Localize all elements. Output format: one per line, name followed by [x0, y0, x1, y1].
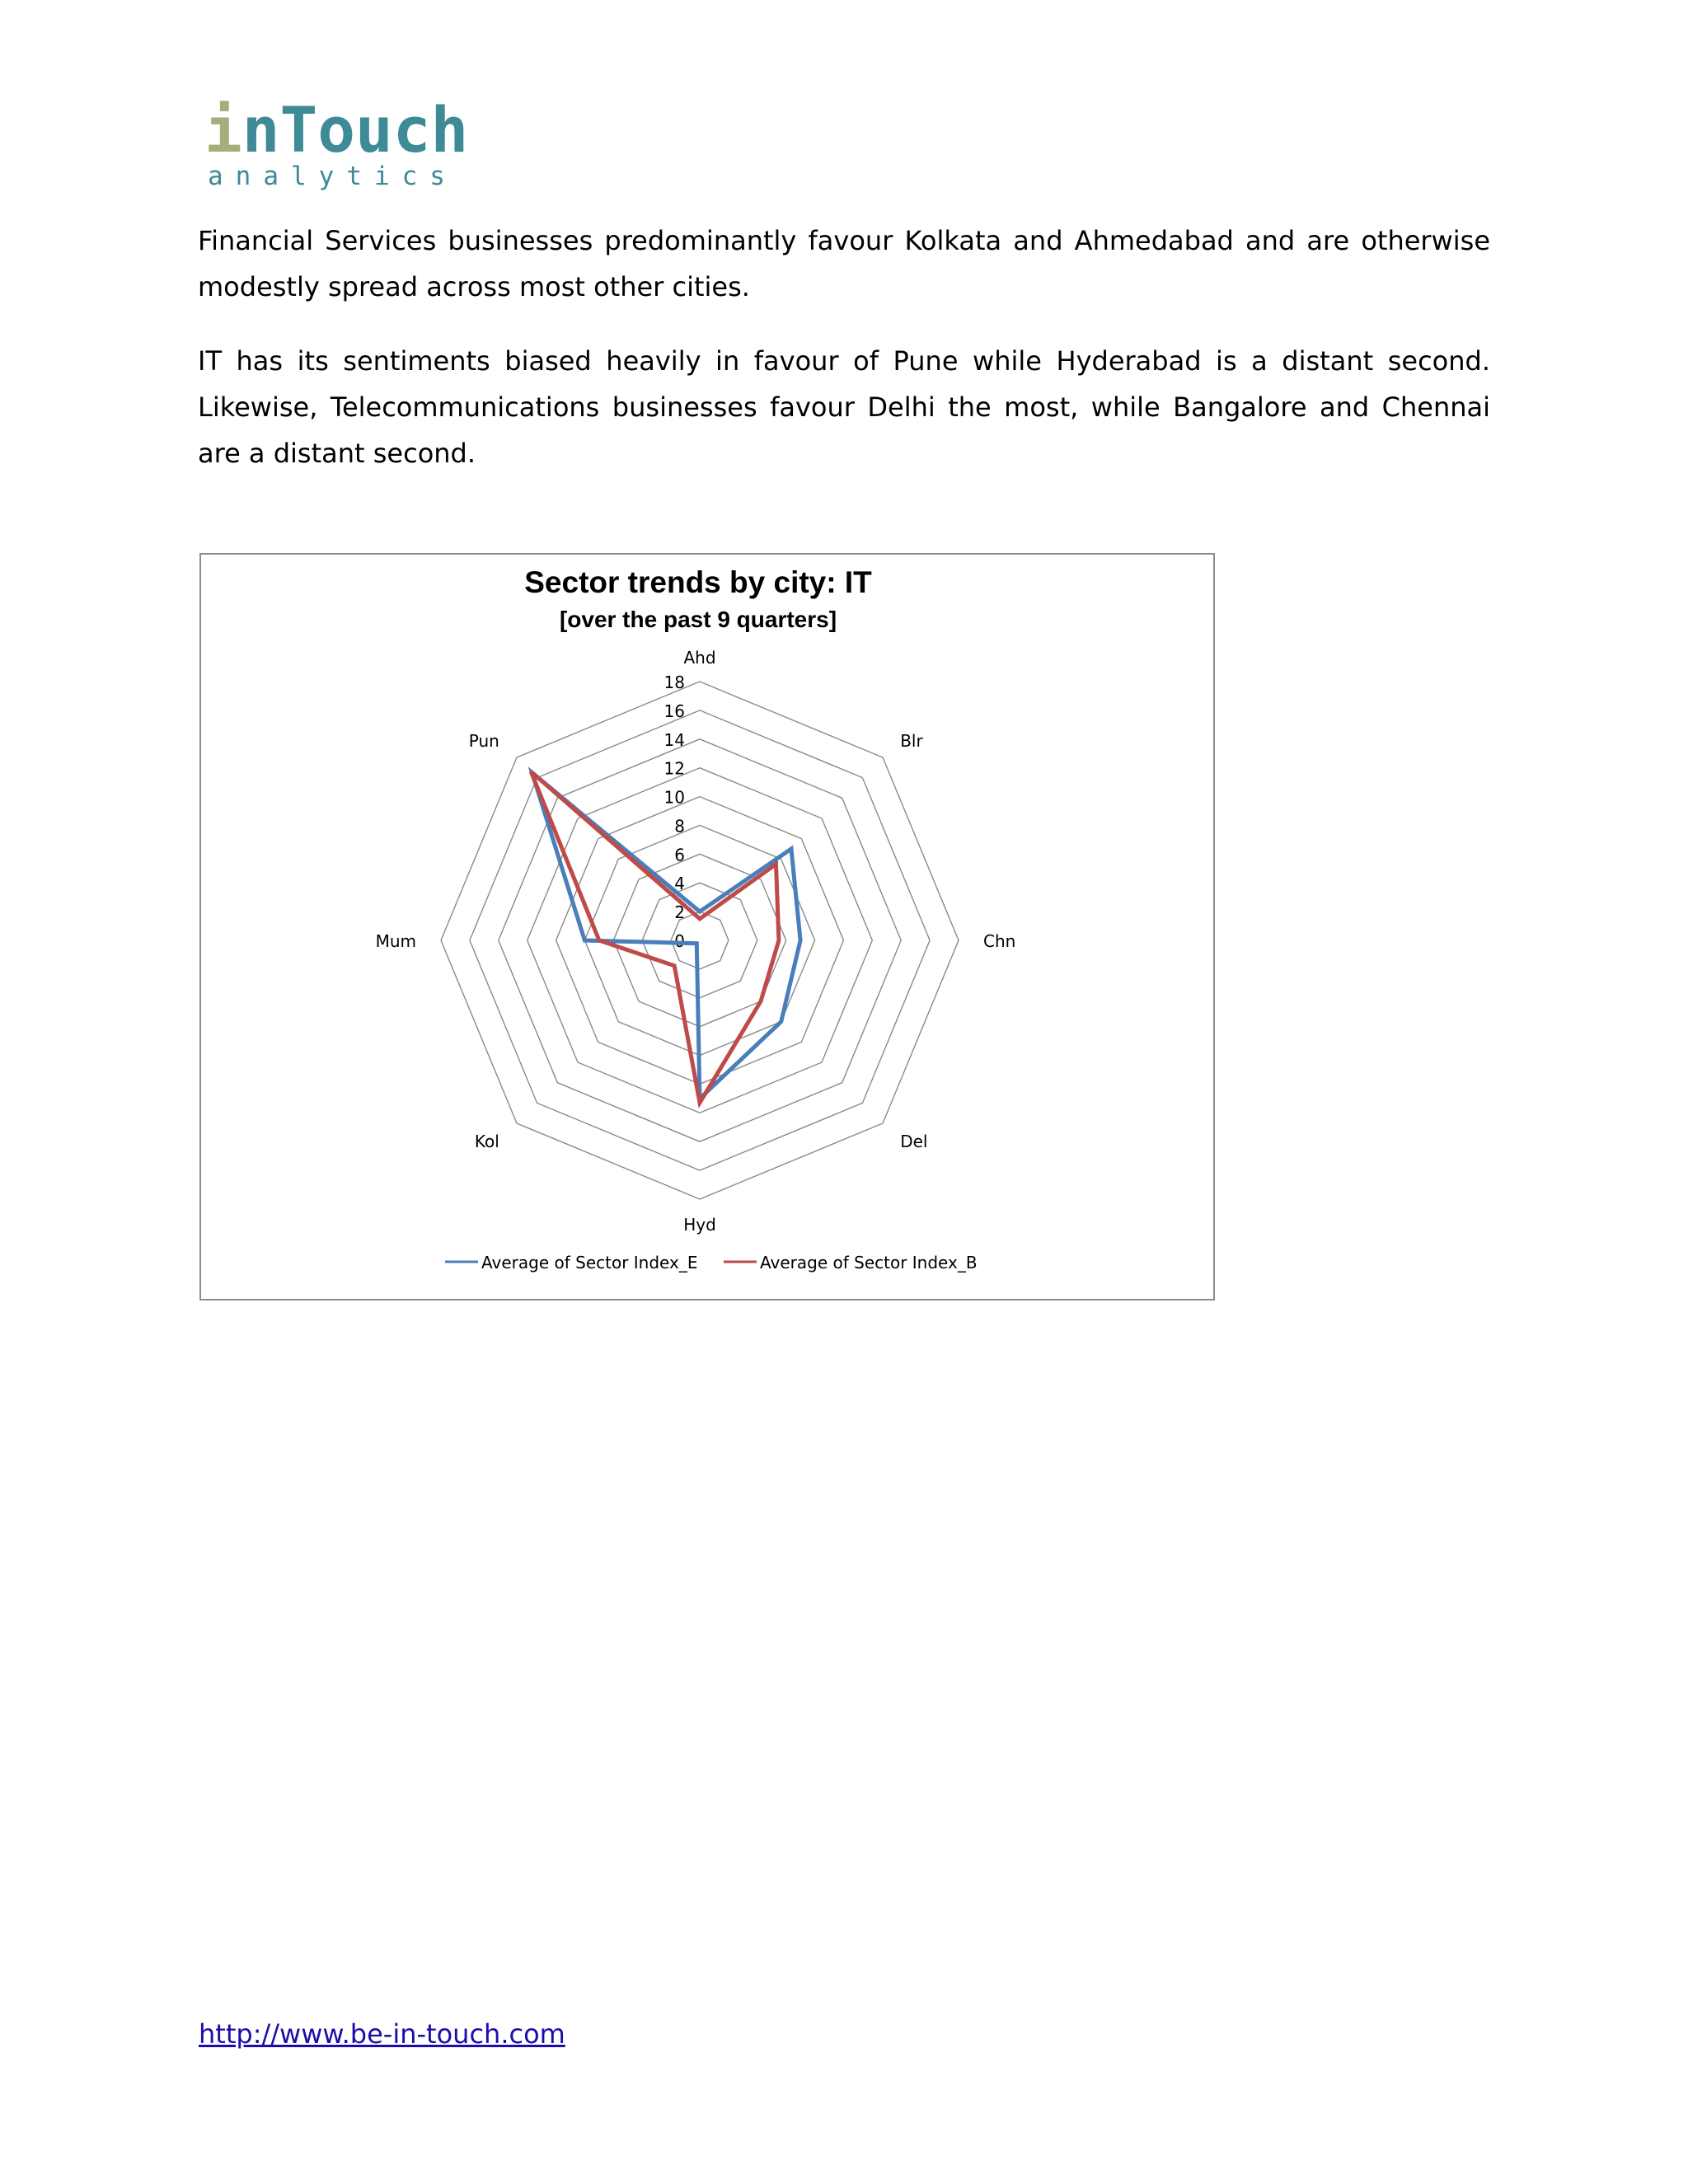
tick-label-18: 18 — [663, 673, 685, 692]
radial-tick-labels — [664, 673, 685, 951]
category-label-kol: Kol — [474, 1132, 499, 1152]
tick-label-6: 6 — [674, 845, 685, 865]
category-label-hyd: Hyd — [683, 1215, 716, 1235]
chart-legend — [445, 1253, 978, 1272]
category-labels — [376, 648, 1016, 1235]
tick-label-4: 4 — [674, 874, 685, 894]
chart-subtitle: [over the past 9 quarters] — [559, 607, 837, 632]
category-label-ahd: Ahd — [683, 648, 716, 668]
tick-label-0: 0 — [674, 931, 685, 951]
radar-grid — [441, 682, 959, 1199]
legend-label-index-e: Average of Sector Index_E — [481, 1253, 698, 1272]
logo-subtitle: analytics — [208, 162, 457, 191]
grid-ring-18 — [441, 682, 959, 1199]
category-label-del: Del — [900, 1132, 928, 1152]
tick-label-10: 10 — [663, 787, 685, 808]
series-line-index-b — [531, 771, 779, 1103]
category-label-mum: Mum — [375, 931, 416, 951]
website-link[interactable]: http://www.be-in-touch.com — [199, 2018, 565, 2050]
logo-wordmark: inTouch — [204, 93, 469, 166]
intouch-analytics-logo — [204, 93, 469, 191]
tick-label-12: 12 — [663, 758, 685, 779]
paragraph-it-telecom: IT has its sentiments biased heavily in favour of Pune while Hyderabad is a distant second. Likewise, Telecommunications businesses favour Delhi the most, while Bangalore and Chennai are a distant second. — [198, 345, 1490, 469]
radar-chart-canvas — [201, 555, 1213, 1299]
legend-label-index-b: Average of Sector Index_B — [760, 1253, 978, 1272]
category-label-pun: Pun — [468, 730, 499, 751]
category-label-blr: Blr — [900, 730, 923, 751]
tick-label-2: 2 — [674, 902, 685, 923]
tick-label-14: 14 — [663, 729, 685, 750]
tick-label-16: 16 — [663, 701, 685, 721]
category-label-chn: Chn — [983, 931, 1016, 951]
tick-label-8: 8 — [674, 816, 685, 837]
chart-title: Sector trends by city: IT — [524, 565, 872, 599]
radar-chart — [199, 553, 1215, 1301]
paragraph-financial-services: Financial Services businesses predominantly favour Kolkata and Ahmedabad and are otherwise modestly spread across most other cities. — [198, 225, 1490, 302]
